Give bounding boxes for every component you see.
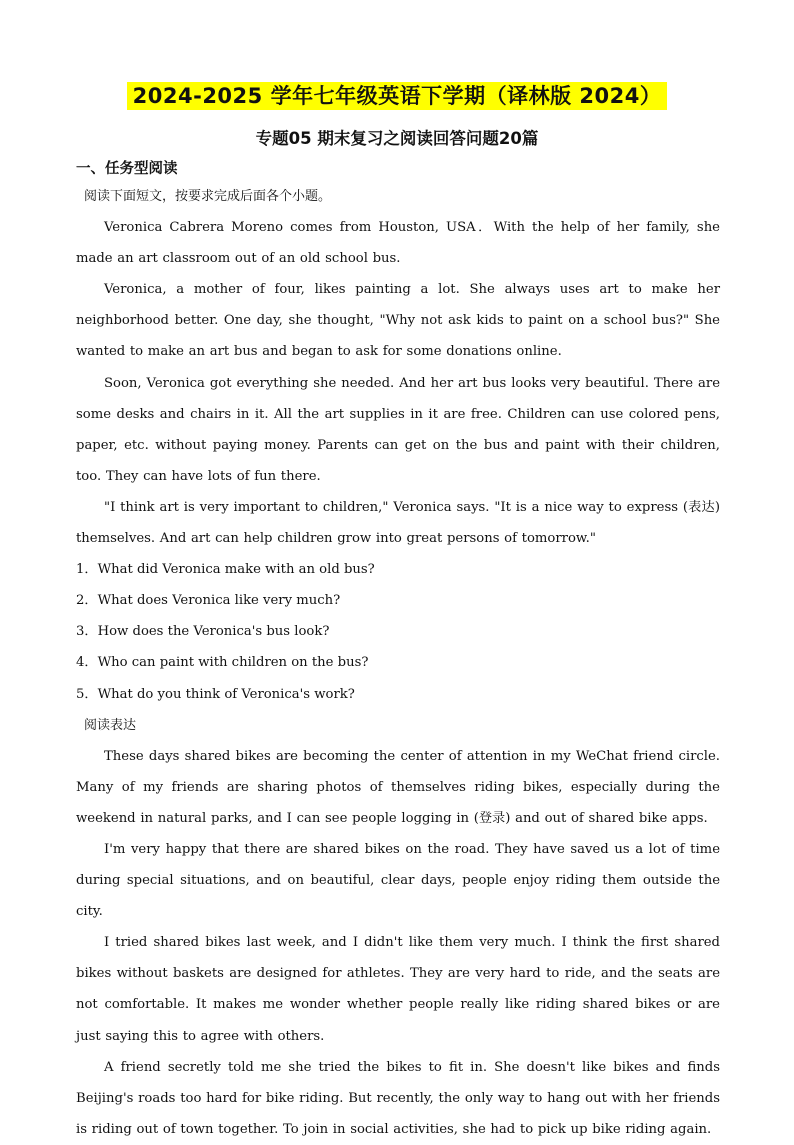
passage2-paragraph: These days shared bikes are becoming the center of attention in my WeChat friend circle. Many of my friends are sharing photos of themselves riding bikes, especially during the weekend in natural parks, and I can see people logging in (登录) and out of shared bike apps.	[76, 748, 720, 826]
passage1-paragraph: Veronica Cabrera Moreno comes from Houston, USA．With the help of her family, she made an art classroom out of an old school bus.	[76, 220, 720, 267]
passage1-paragraph: "I think art is very important to children," Veronica says. "It is a nice way to express (表达) themselves. And art can help children grow into great persons of tomorrow."	[76, 499, 720, 547]
document-title: 2024-2025 学年七年级英语下学期（译林版 2024）	[127, 82, 668, 110]
document-subtitle: 专题05 期末复习之阅读回答问题20篇	[255, 129, 539, 148]
question-item: 3．How does the Veronica's bus look?	[76, 624, 330, 640]
passage2-paragraph: I'm very happy that there are shared bikes on the road. They have saved us a lot of time during special situations, and on beautiful, clear days, people enjoy riding them outside the city.	[76, 841, 720, 920]
question-item: 4．Who can paint with children on the bus?	[76, 655, 369, 671]
question-item: 1．What did Veronica make with an old bus?	[76, 562, 375, 578]
instruction-text: 阅读下面短文，按要求完成后面各个小题。	[84, 189, 332, 204]
question-item: 5．What do you think of Veronica's work?	[76, 686, 355, 702]
title-wrap	[0, 82, 794, 110]
question-item: 2．What does Veronica like very much?	[76, 593, 341, 609]
section-heading-reading-expression: 阅读表达	[84, 717, 137, 733]
document-body	[76, 181, 720, 1145]
passage2-paragraph: I tried shared bikes last week, and I didn't like them very much. I think the first shared bikes without baskets are designed for athletes. They are very hard to ride, and the seats are not comfortable. It makes me wonder whether people really like riding shared bikes or are just saying this to agree with others.	[76, 935, 720, 1044]
section-heading-task-reading: 一、任务型阅读	[76, 161, 178, 177]
passage1-paragraph: Soon, Veronica got everything she needed. And her art bus looks very beautiful. There are some desks and chairs in it. All the art supplies in it are free. Children can use colored pens, paper, etc. without paying money. Parents can get on the bus and paint with their children, too. They can have lots of fun there.	[76, 375, 720, 484]
passage2-paragraph: A friend secretly told me she tried the bikes to fit in. She doesn't like bikes and finds Beijing's roads too hard for bike riding. But recently, the only way to hang out with her friends is riding out of town together. To join in social activities, she had to pick up bike riding again.	[76, 1059, 720, 1137]
passage1-paragraph: Veronica, a mother of four, likes painting a lot. She always uses art to make her neighborhood better. One day, she thought, "Why not ask kids to paint on a school bus?" She wanted to make an art bus and began to ask for some donations online.	[76, 282, 720, 360]
